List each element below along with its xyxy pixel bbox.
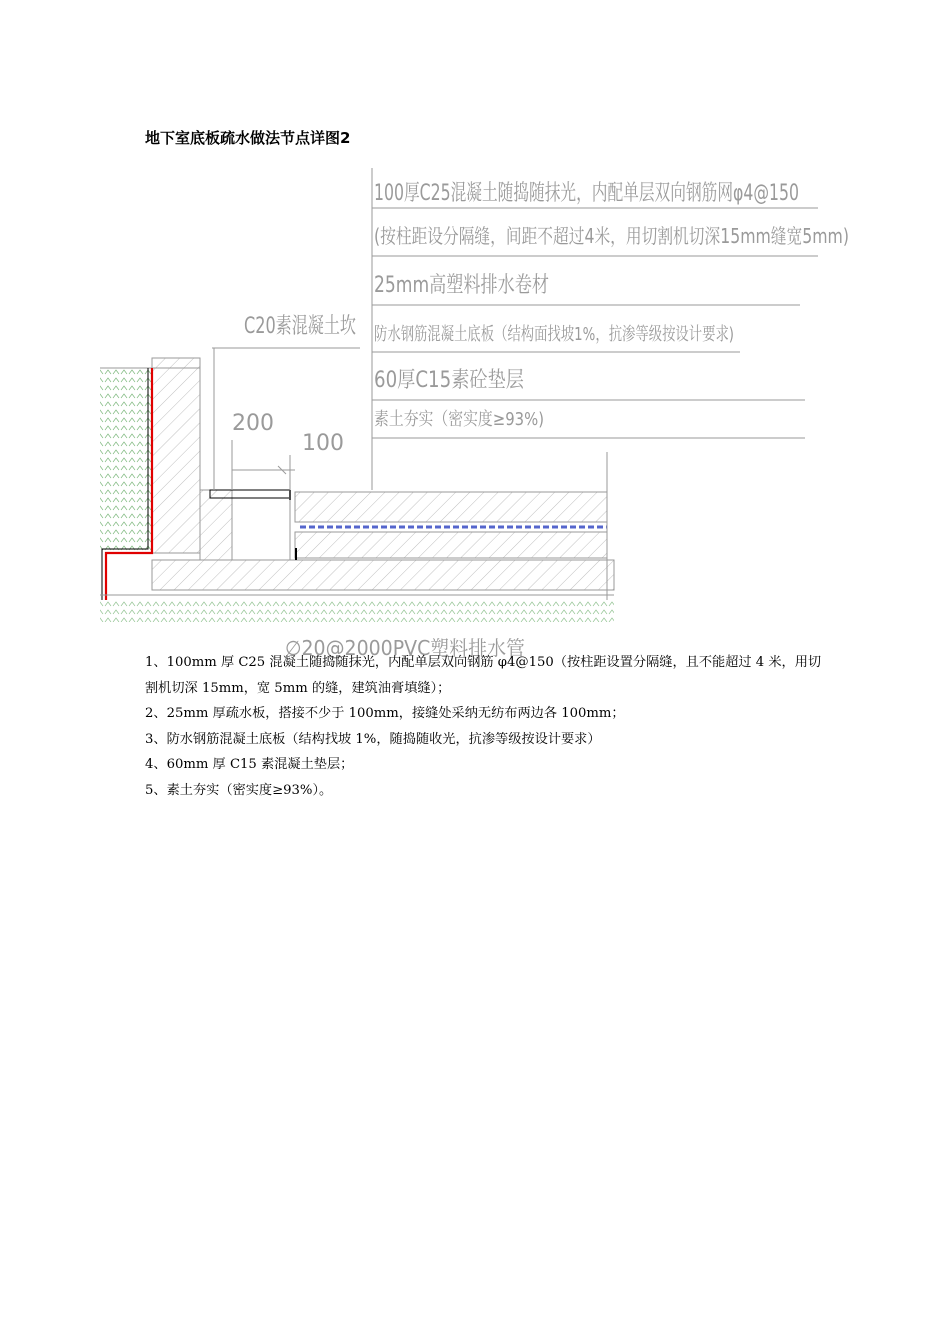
note-item: 4、60mm 厚 C15 素混凝土垫层； [145, 757, 354, 772]
notes-list [145, 650, 825, 803]
dim-100-label: 100 [302, 431, 344, 456]
callout-5: 60厚C15素砼垫层 [374, 368, 524, 393]
callout-1: 100厚C25混凝土随捣随抹光，内配单层双向钢筋网φ4@150 [374, 181, 799, 206]
note-item: 1、100mm 厚 C25 混凝土随捣随抹光，内配单层双向钢筋 φ4@150（按柱距设置分隔缝，且不能超过 4 米，用切割机切深 15mm，宽 5mm 的缝，建筑油膏填缝）； [145, 655, 822, 696]
dim-200-label: 200 [232, 411, 274, 436]
page-title: 地下室底板疏水做法节点详图2 [145, 129, 351, 147]
c20-curb [200, 348, 290, 560]
dimension-lines [232, 440, 295, 560]
pipe-label: ∅20@2000PVC塑料排水管 [285, 636, 525, 660]
note-item: 3、防水钢筋混凝土底板（结构找坡 1%，随捣随收光，抗渗等级按设计要求） [145, 731, 601, 747]
note-item: 2、25mm 厚疏水板，搭接不少于 100mm，接缝处采纳无纺布两边各 100mm； [145, 706, 625, 721]
callout-2: (按柱距设分隔缝，间距不超过4米，用切割机切深15mm缝宽5mm) [374, 224, 849, 248]
c20-label: C20素混凝土坎 [244, 314, 356, 339]
detail-drawing [0, 0, 950, 660]
callout-4: 防水钢筋混凝土底板（结构面找坡1%，抗渗等级按设计要求) [374, 324, 734, 345]
note-item: 5、素土夯实（密实度≥93%）。 [145, 782, 333, 798]
callout-3: 25mm高塑料排水卷材 [374, 273, 549, 298]
callout-6: 素土夯实（密实度≥93%) [374, 409, 544, 430]
